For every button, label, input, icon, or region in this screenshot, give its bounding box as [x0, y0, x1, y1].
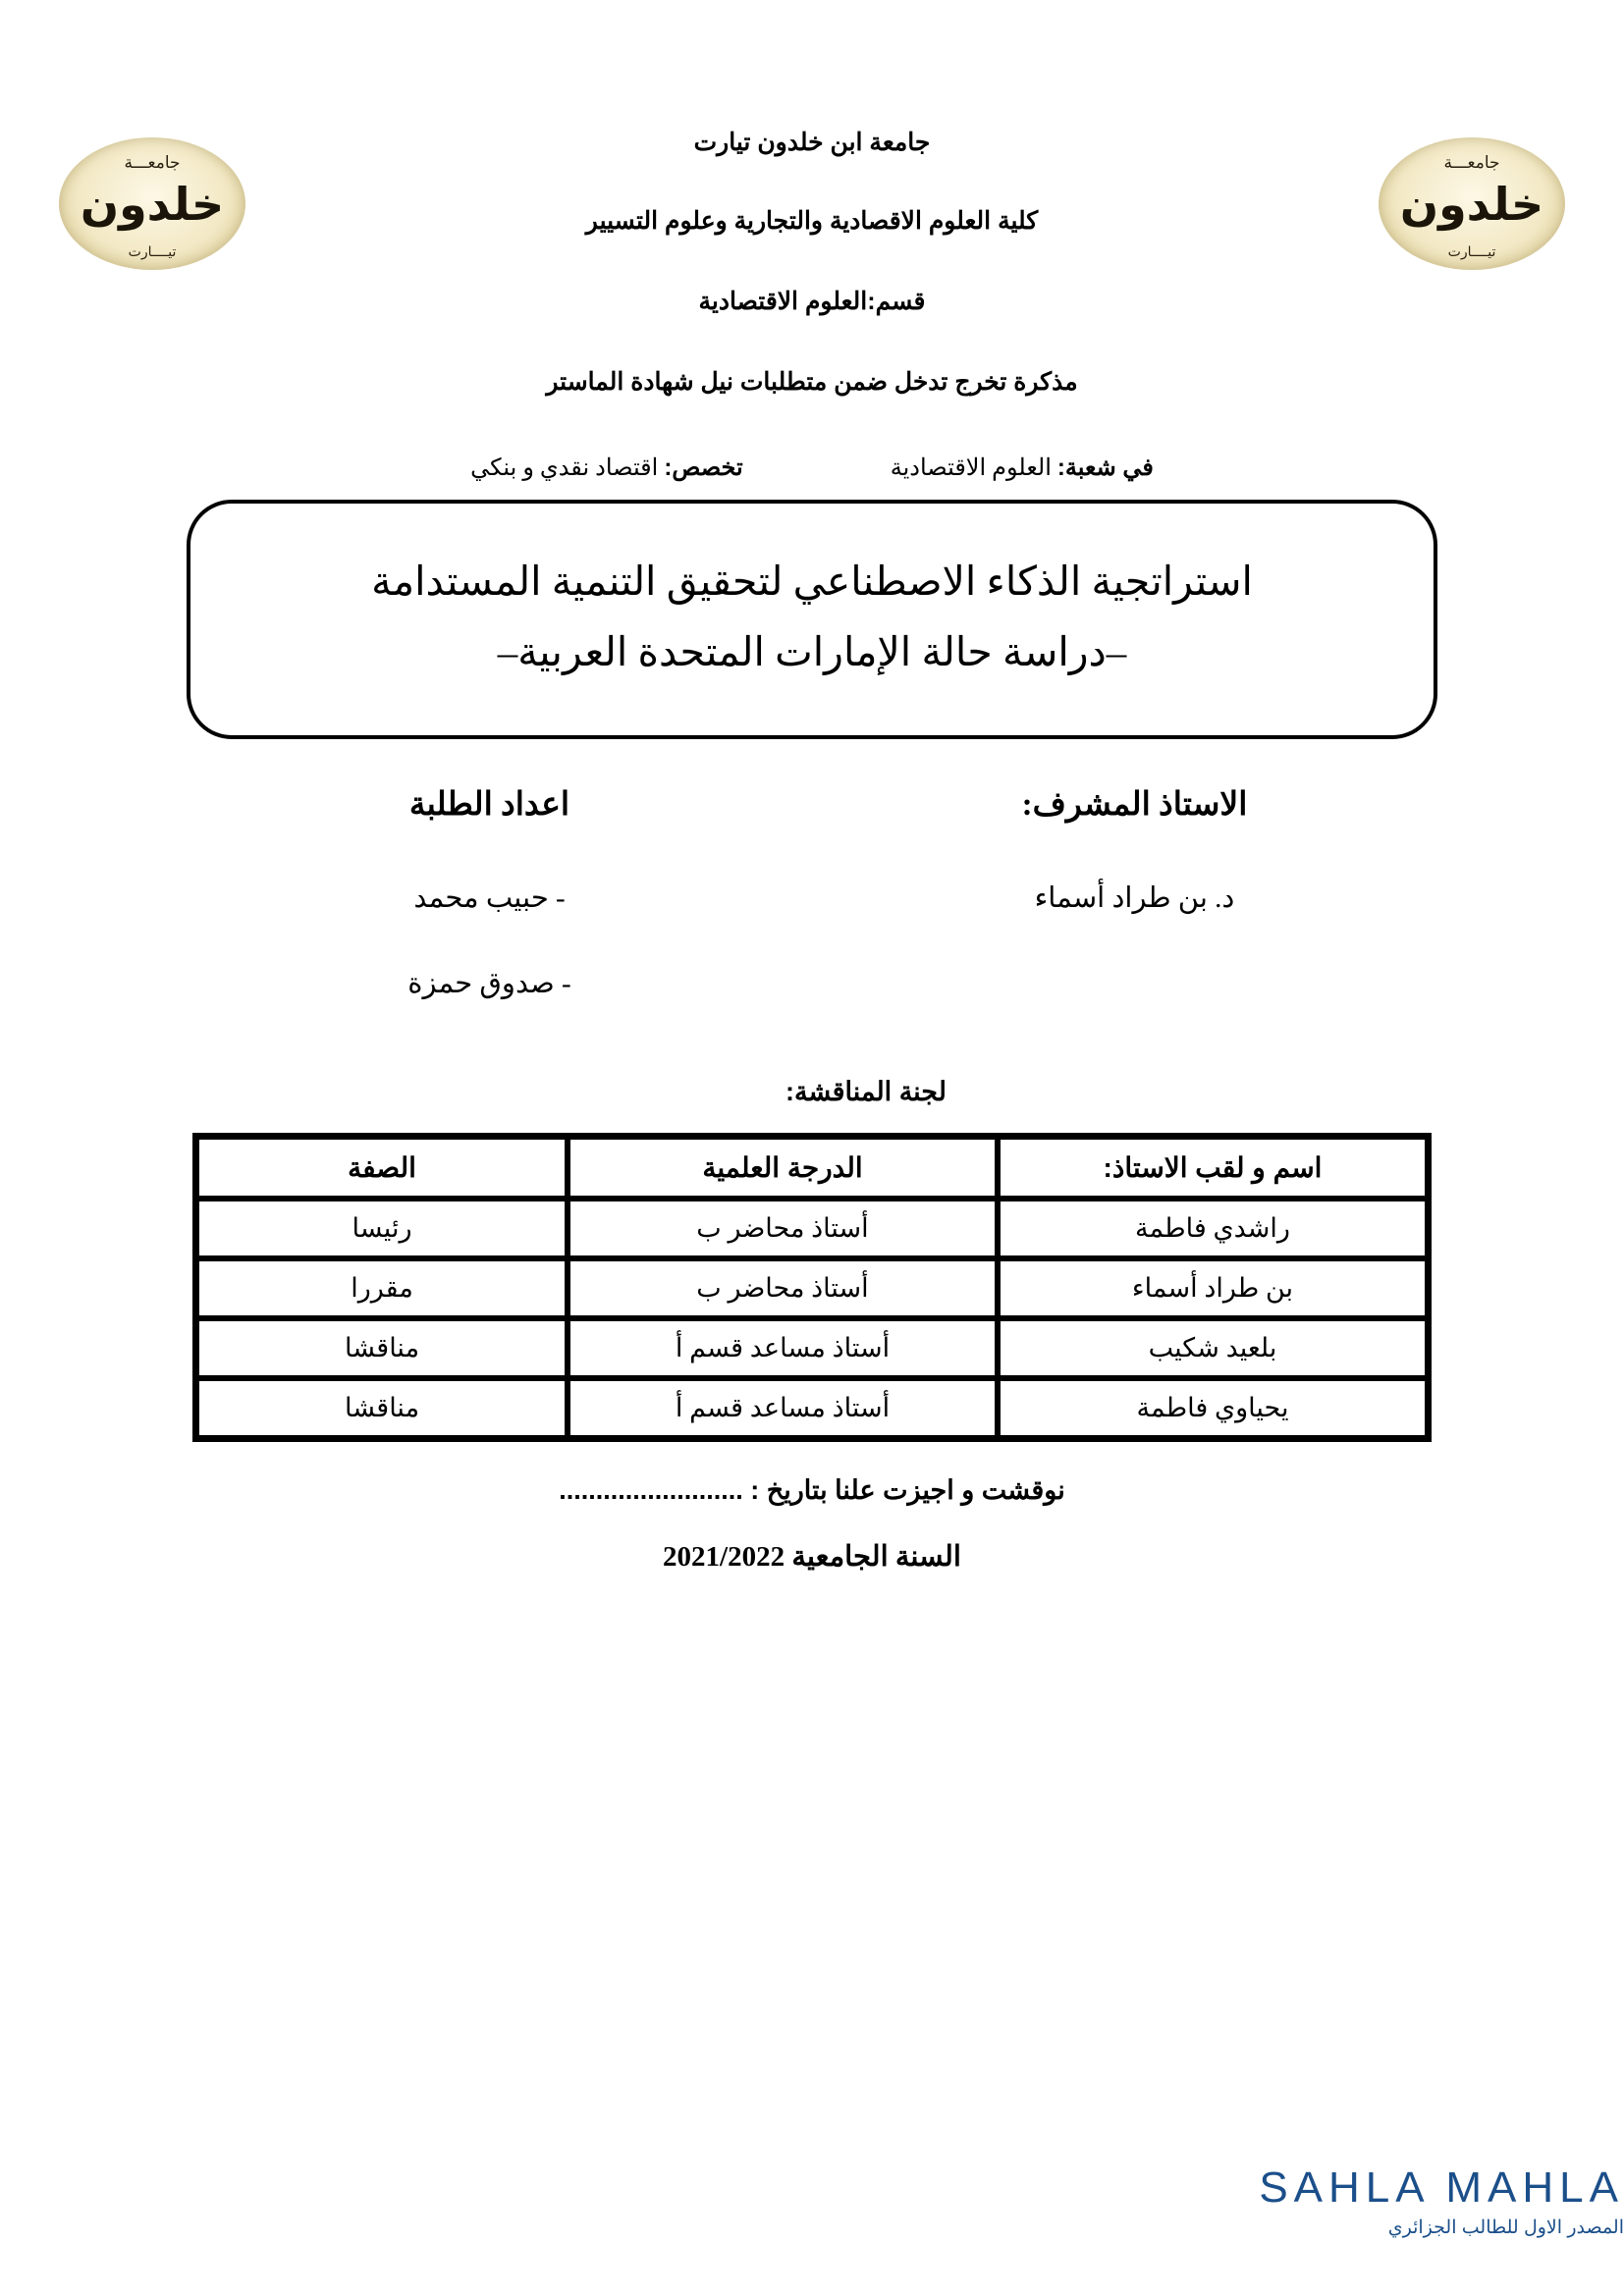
cell-name: راشدي فاطمة [998, 1199, 1428, 1258]
cell-role: مناقشا [196, 1378, 568, 1438]
department-name: قسم:العلوم الاقتصادية [698, 288, 926, 315]
cell-name: بن طراد أسماء [998, 1258, 1428, 1318]
cell-grade: أستاذ مساعد قسم أ [568, 1318, 998, 1378]
branch-value: العلوم الاقتصادية [890, 455, 1052, 481]
logo-main-text: خلدون [80, 177, 225, 231]
academic-year-line: السنة الجامعية 2021/2022 [663, 1540, 961, 1573]
table-row [196, 1378, 1428, 1438]
jury-table [192, 1133, 1432, 1442]
supervisor-name: د. بن طراد أسماء [1034, 881, 1235, 914]
watermark-subtitle: المصدر الاول للطالب الجزائري [1387, 2216, 1624, 2238]
university-name: جامعة ابن خلدون تيارت [693, 129, 931, 156]
logo-bottom-text: تيــــارت [128, 244, 177, 260]
logo-top-text: جامعـــة [124, 153, 181, 173]
branch-label: في شعبة: [1056, 454, 1154, 481]
students-column [167, 784, 812, 1051]
branch-speciality-row [0, 454, 1624, 482]
supervisor-heading: الاستاذ المشرف: [1021, 786, 1248, 823]
column-header-grade: الدرجة العلمية [568, 1137, 998, 1199]
table-row [196, 1318, 1428, 1378]
speciality-value: اقتصاد نقدي و بنكي [470, 455, 659, 481]
faculty-name: كلية العلوم الاقصادية والتجارية وعلوم التسيير [585, 207, 1039, 235]
university-logo-left [59, 137, 245, 270]
student-name: - حبيب محمد [413, 881, 566, 914]
header-zone [0, 0, 1624, 482]
university-logo-right [1379, 137, 1565, 270]
cell-name: بلعيد شكيب [998, 1318, 1428, 1378]
cell-role: مناقشا [196, 1318, 568, 1378]
cell-name: يحياوي فاطمة [998, 1378, 1428, 1438]
defense-date-line: نوقشت و اجيزت علنا بتاريخ : ......................... [559, 1474, 1065, 1505]
cell-grade: أستاذ محاضر ب [568, 1258, 998, 1318]
thesis-title-line1: استراتجية الذكاء الاصطناعي لتحقيق التنمية المستدامة [371, 559, 1253, 604]
thesis-title-box [187, 500, 1437, 739]
student-name: - صدوق حمزة [407, 967, 571, 999]
thesis-title-line2: –دراسة حالة الإمارات المتحدة العربية– [497, 628, 1127, 674]
cell-grade: أستاذ مساعد قسم أ [568, 1378, 998, 1438]
logo-top-text: جامعـــة [1443, 153, 1500, 173]
watermark [0, 2163, 1624, 2239]
logo-bottom-text: تيــــارت [1447, 244, 1496, 260]
table-header-row [196, 1137, 1428, 1199]
degree-note: مذكرة تخرج تدخل ضمن متطلبات نيل شهادة الماستر [546, 368, 1078, 396]
cell-role: مقررا [196, 1258, 568, 1318]
logo-main-text: خلدون [1399, 177, 1544, 231]
watermark-title: SAHLA MAHLA [1259, 2163, 1624, 2212]
people-section [0, 784, 1624, 1051]
table-row [196, 1199, 1428, 1258]
speciality-label: تخصص: [664, 454, 743, 481]
supervisor-column [812, 784, 1457, 1051]
jury-label: لجنة المناقشة: [785, 1076, 947, 1106]
column-header-name: اسم و لقب الاستاذ: [998, 1137, 1428, 1199]
cell-role: رئيسا [196, 1199, 568, 1258]
students-heading: اعداد الطلبة [408, 786, 570, 823]
cell-grade: أستاذ محاضر ب [568, 1199, 998, 1258]
column-header-role: الصفة [196, 1137, 568, 1199]
table-row [196, 1258, 1428, 1318]
